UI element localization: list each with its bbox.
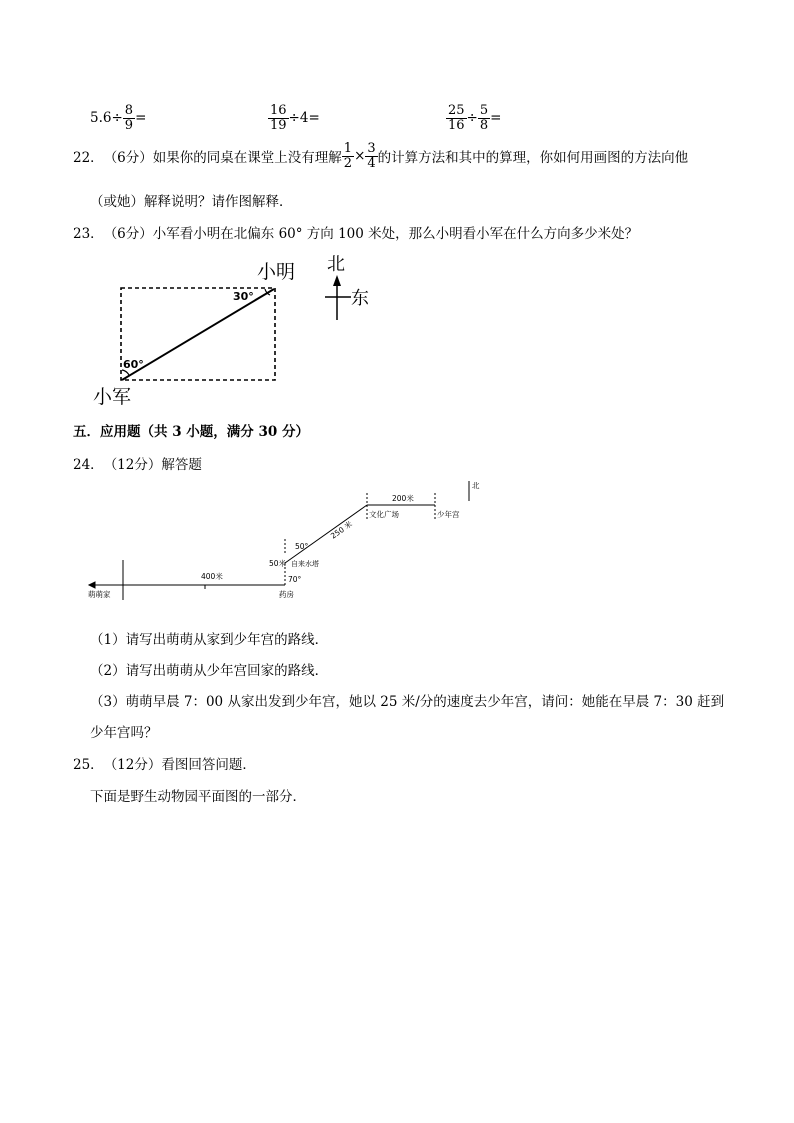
- q24-sub-2: （2）请写出萌萌从少年宫回家的路线．: [90, 663, 329, 679]
- label-pharmacy: 药房: [279, 590, 294, 599]
- question-22-line2: （或她）解释说明？请作图解释．: [90, 194, 293, 210]
- label-palace: 少年宫: [437, 510, 460, 519]
- question-24: 24． （12分） 解答题: [73, 457, 202, 473]
- label-plaza: 文化广场: [369, 510, 399, 519]
- label-dist-50: 50米: [269, 559, 287, 568]
- label-angle-50: 50°: [295, 542, 309, 551]
- calc-item-3: $\frac{25}{16}$ ÷ $\frac{5}{8}$ =: [448, 103, 502, 133]
- label-map-north: 北: [472, 481, 480, 490]
- fraction: $\frac{5}{8}$: [479, 103, 489, 133]
- label-east: 东: [351, 288, 369, 309]
- calc-item-2: $\frac{16}{19}$ ÷4=: [270, 103, 320, 133]
- question-25-line2: 下面是野生动物园平面图的一部分．: [90, 789, 306, 805]
- calc-item-1: 5.6÷ $\frac{8}{9}$ =: [90, 103, 147, 133]
- arrow-west-icon: [89, 582, 95, 588]
- question-25: 25． （12分） 看图回答问题．: [73, 757, 256, 773]
- q23-direction-figure: [85, 248, 405, 408]
- compass-icon: [325, 275, 351, 320]
- label-dist-200: 200米: [392, 494, 414, 503]
- fraction: $\frac{1}{2}$: [343, 141, 353, 171]
- label-dist-250: 250 米: [328, 519, 354, 541]
- q24-route-map: [85, 475, 505, 605]
- label-xiaoming: 小明: [257, 261, 296, 283]
- road-water-plaza: [285, 505, 367, 563]
- fraction: $\frac{8}{9}$: [124, 103, 134, 133]
- label-home: 萌萌家: [88, 590, 111, 599]
- angle-label-30: 30°: [233, 290, 254, 303]
- fraction: $\frac{3}{4}$: [367, 141, 376, 171]
- fraction: $\frac{25}{16}$: [448, 103, 465, 133]
- q24-sub-3: （3）萌萌早晨 7：00 从家出发到少年宫，她以 25 米/分的速度去少年宫，请问：她能在早晨 7：30 赶到: [90, 694, 725, 710]
- angle-label-60: 60°: [123, 358, 144, 371]
- question-23: 23． （6分） 小军看小明在北偏东 60° 方向 100 米处，那么小明看小军在什么方向多少米处？: [73, 226, 639, 242]
- label-north: 北: [327, 254, 345, 275]
- label-dist-400: 400米: [201, 572, 223, 581]
- label-water-tower: 自来水塔: [291, 560, 319, 568]
- q24-sub-3-line2: 少年宫吗？: [90, 725, 158, 741]
- q24-sub-1: （1）请写出萌萌从家到少年宫的路线．: [90, 632, 329, 648]
- label-angle-70: 70°: [288, 575, 302, 584]
- question-22: 22． （6分） 如果你的同桌在课堂上没有理解 $\frac{1}{2}$ × $\frac{3}{4}$ 的计算方法和其中的算理，你如何用画图的方法向他: [73, 141, 689, 171]
- label-xiaojun: 小军: [93, 386, 132, 408]
- section-heading: 五．应用题（共 3 小题，满分 30 分）: [73, 424, 309, 440]
- fraction: $\frac{16}{19}$: [270, 103, 287, 133]
